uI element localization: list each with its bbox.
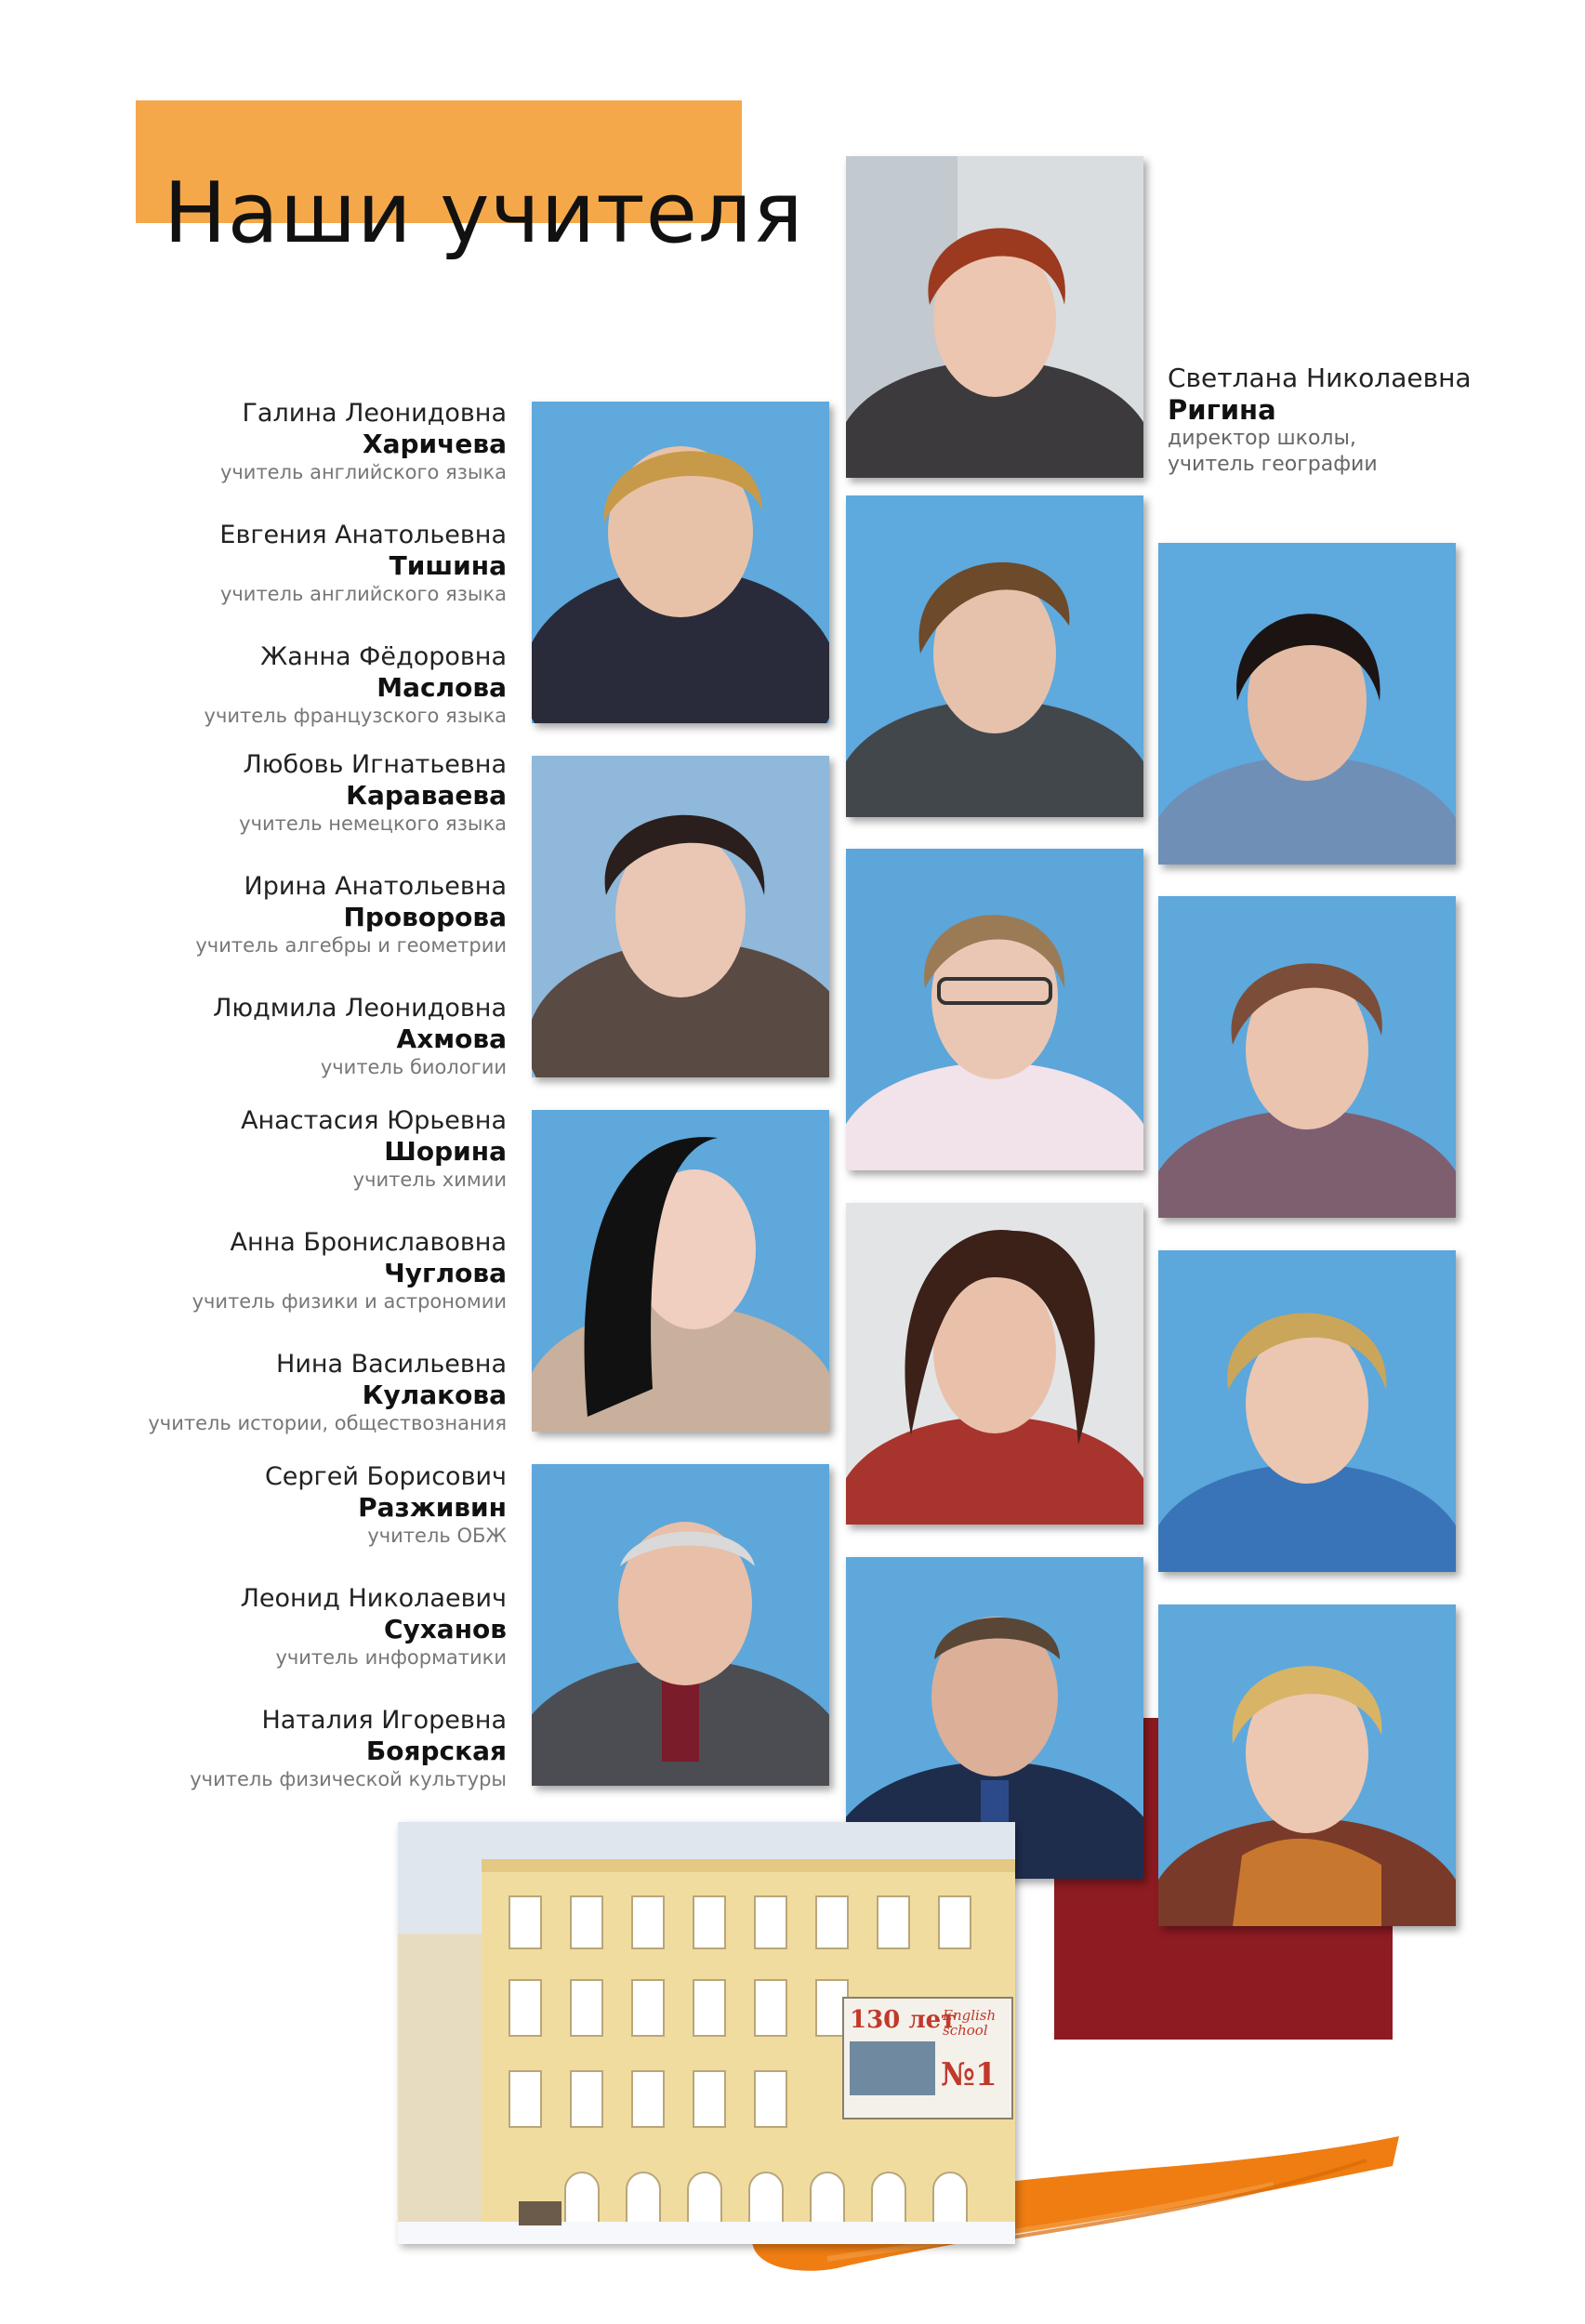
teacher-first-name: Леонид Николаевич: [240, 1584, 507, 1613]
teacher-photo: [1158, 896, 1456, 1218]
teacher-entry: [190, 1705, 507, 1792]
teacher-last-name: Тишина: [389, 550, 507, 581]
teacher-last-name: Кулакова: [362, 1380, 507, 1410]
teacher-last-name: Маслова: [376, 672, 507, 703]
teacher-role: учитель химии: [352, 1169, 507, 1191]
teacher-entry: [148, 1349, 507, 1436]
teacher-first-name: Сергей Борисович: [264, 1462, 507, 1491]
teacher-photo: [1158, 1604, 1456, 1926]
teacher-photo: [1158, 1250, 1456, 1572]
teacher-role: учитель английского языка: [219, 461, 507, 483]
teacher-first-name: Людмила Леонидовна: [213, 994, 507, 1023]
page-title: Наши учителя: [164, 165, 804, 262]
teacher-first-name: Анастасия Юрьевна: [241, 1106, 507, 1135]
teacher-last-name: Проворова: [343, 902, 507, 932]
banner-number: №1: [941, 2056, 997, 2093]
director-first-name: Светлана Николаевна: [1168, 363, 1472, 393]
banner-years: 130 лет: [850, 2006, 957, 2034]
banner-photo-thumbnail: [850, 2041, 935, 2095]
teacher-role: учитель биологии: [320, 1056, 507, 1078]
school-banner: [842, 1997, 1013, 2119]
teacher-last-name: Ахмова: [396, 1023, 507, 1054]
teacher-photo: [846, 849, 1143, 1170]
teacher-role: учитель немецкого языка: [239, 812, 507, 835]
teacher-role: учитель французского языка: [204, 705, 507, 727]
teacher-last-name: Чуглова: [384, 1258, 507, 1288]
teacher-first-name: Нина Васильевна: [276, 1350, 507, 1379]
teacher-last-name: Шорина: [384, 1136, 507, 1167]
teacher-photo: [532, 1110, 829, 1432]
banner-school-name: English school: [943, 2007, 997, 2039]
teacher-first-name: Наталия Игоревна: [261, 1706, 507, 1735]
teacher-first-name: Анна Брониславовна: [230, 1228, 507, 1257]
teacher-entry: [205, 641, 507, 729]
teacher-last-name: Боярская: [365, 1736, 507, 1766]
teacher-role: учитель ОБЖ: [367, 1525, 507, 1547]
teacher-entry: [219, 520, 507, 607]
teacher-photo: [532, 756, 829, 1077]
director-last-name: Ригина: [1168, 394, 1276, 426]
teacher-entry: [220, 398, 507, 485]
teacher-role: учитель информатики: [275, 1646, 507, 1669]
teacher-role: учитель истории, обществознания: [148, 1412, 507, 1434]
teacher-last-name: Караваева: [346, 780, 507, 811]
teacher-last-name: Суханов: [383, 1614, 507, 1644]
teacher-photo: [532, 1464, 829, 1786]
teacher-first-name: Галина Леонидовна: [242, 399, 507, 428]
teacher-role: учитель алгебры и геометрии: [195, 934, 507, 957]
teacher-photo: [1158, 543, 1456, 865]
teacher-entry: [195, 871, 507, 958]
director-role-line1: директор школы,: [1168, 427, 1356, 450]
teacher-first-name: Ирина Анатольевна: [244, 872, 507, 901]
director-role-line2: учитель географии: [1168, 453, 1378, 476]
teacher-entry: [239, 749, 507, 837]
teacher-photo: [532, 402, 829, 723]
teacher-entry: [241, 1583, 507, 1670]
director-photo: [846, 156, 1143, 478]
teacher-entry: [192, 1227, 507, 1314]
teacher-entry: [213, 993, 507, 1080]
teacher-entry: [265, 1461, 507, 1549]
teacher-photo: [846, 1203, 1143, 1525]
teacher-last-name: Харичева: [363, 429, 507, 459]
teacher-role: учитель физической культуры: [190, 1768, 507, 1790]
teacher-first-name: Жанна Фёдоровна: [260, 642, 507, 671]
school-building-photo: [398, 1822, 1015, 2244]
director-entry: [1168, 363, 1472, 478]
teacher-role: учитель физики и астрономии: [192, 1290, 507, 1313]
teacher-photo: [846, 495, 1143, 817]
teacher-first-name: Любовь Игнатьевна: [243, 750, 507, 779]
teacher-role: учитель английского языка: [219, 583, 507, 605]
teacher-entry: [241, 1105, 507, 1193]
teacher-last-name: Разживин: [358, 1492, 507, 1523]
teacher-first-name: Евгения Анатольевна: [219, 521, 507, 549]
